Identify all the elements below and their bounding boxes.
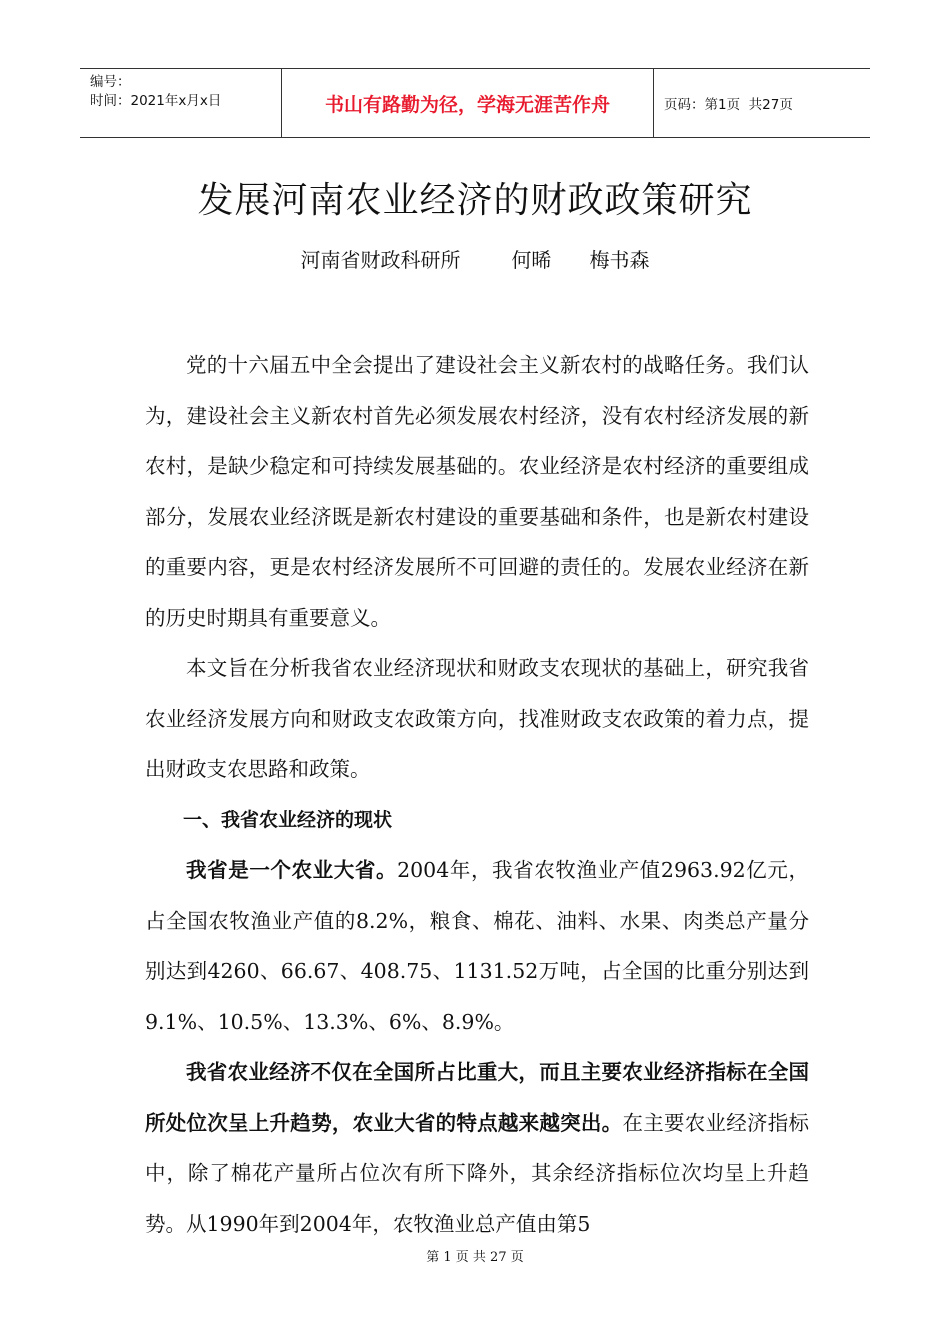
header-motto: 书山有路勤为径，学海无涯苦作舟 [281,69,654,137]
header-page-info-cell [654,69,870,137]
section-heading: 一、我省农业经济的现状 [183,808,393,831]
document-title: 发展河南农业经济的财政政策研究 [197,180,753,221]
page-footer: 第 1 页 共 27 页 [426,1250,524,1265]
paragraph-agri-trend [145,1047,809,1249]
paragraph-body-text: 2004年，我省农牧渔业产值2963.92亿元，占全国农牧渔业产值的8.2%，粮食、棉花、油料、水果、肉类总产量分别达到4260、66.67、408.75、1131.52万吨，占全国的比重分别达到9.1%、10.5%、13.3%、6%、8.9%。 [145,858,809,1034]
paragraph-lead-bold: 我省农业经济不仅在全国所占比重大，而且主要农业经济指标在全国所处位次呈上升趋势，农业大省的特点越来越突出。 [145,1060,809,1135]
paragraph-agri-province [145,845,809,1047]
author-line: 河南省财政科研所 何晞 梅书森 [300,248,650,272]
header-page-info: 页码：第1页 共27页 [664,97,793,113]
paragraph-body-text: 在主要农业经济指标中，除了棉花产量所占位次有所下降外，其余经济指标位次均呈上升趋势。从1990年到2004年，农牧渔业总产值由第5 [145,1110,810,1236]
paragraph-lead-bold: 我省是一个农业大省。 [186,858,398,882]
document-time-label: 时间：2021年x月x日 [90,93,222,109]
document-body [145,340,809,1249]
paragraph-purpose: 本文旨在分析我省农业经济现状和财政支农现状的基础上，研究我省农业经济发展方向和财政支农政策方向，找准财政支农政策的着力点，提出财政支农思路和政策。 [145,656,809,781]
header-meta-cell [80,69,281,137]
header-table [80,68,870,138]
document-number-label: 编号： [90,74,131,90]
paragraph-intro: 党的十六届五中全会提出了建设社会主义新农村的战略任务。我们认为，建设社会主义新农村首先必须发展农村经济，没有农村经济发展的新农村，是缺少稳定和可持续发展基础的。农业经济是农村经济的重要组成部分，发展农业经济既是新农村建设的重要基础和条件，也是新农村建设的重要内容，更是农村经济发展所不可回避的责任的。发展农业经济在新的历史时期具有重要意义。 [145,353,809,630]
